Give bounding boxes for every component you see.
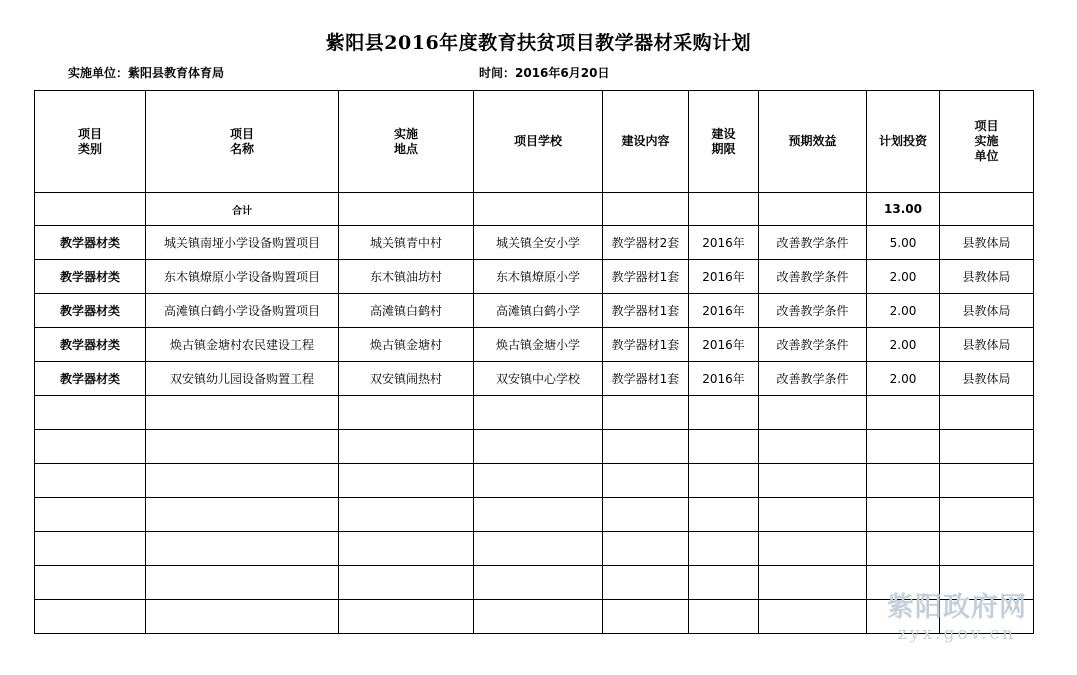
column-header-text: 预期效益 — [788, 134, 837, 148]
implementing-unit: 实施单位：紫阳县教育体育局 — [68, 66, 225, 80]
empty-cell — [689, 600, 759, 634]
table-cell: 城关镇南垭小学设备购置项目 — [146, 226, 339, 260]
table-cell: 东木镇油坊村 — [339, 260, 474, 294]
empty-cell — [339, 600, 474, 634]
column-header-text: 计划投资 — [878, 134, 927, 148]
total-cell — [339, 193, 474, 226]
column-header — [339, 91, 474, 193]
empty-row — [35, 430, 1034, 464]
column-header-text: 项目学校 — [513, 134, 562, 148]
total-cell — [474, 193, 603, 226]
column-header — [146, 91, 339, 193]
empty-cell — [474, 464, 603, 498]
empty-cell — [867, 396, 940, 430]
table-cell: 改善教学条件 — [759, 328, 867, 362]
column-header-text: 实施 — [974, 134, 999, 148]
table-cell: 教学器材1套 — [603, 294, 689, 328]
empty-cell — [759, 532, 867, 566]
empty-cell — [146, 600, 339, 634]
empty-cell — [474, 430, 603, 464]
empty-cell — [689, 532, 759, 566]
table-row — [35, 362, 1034, 396]
empty-cell — [339, 498, 474, 532]
empty-cell — [35, 566, 146, 600]
table-cell: 2.00 — [867, 260, 940, 294]
empty-cell — [689, 396, 759, 430]
empty-cell — [474, 600, 603, 634]
empty-cell — [759, 464, 867, 498]
table-cell: 2.00 — [867, 362, 940, 396]
document-date: 时间：2016年6月20日 — [479, 66, 610, 80]
table-cell: 双安镇幼儿园设备购置工程 — [146, 362, 339, 396]
empty-cell — [35, 532, 146, 566]
empty-cell — [759, 498, 867, 532]
column-header — [35, 91, 146, 193]
column-header-text: 项目 — [77, 126, 102, 141]
empty-cell — [146, 566, 339, 600]
document-title: 紫阳县2016年度教育扶贫项目教学器材采购计划 — [325, 32, 752, 54]
column-header-text: 实施 — [393, 126, 418, 141]
header-row — [35, 91, 1034, 193]
table-row — [35, 226, 1034, 260]
column-header-text: 单位 — [974, 149, 999, 163]
table-cell: 教学器材类 — [35, 294, 146, 328]
table-cell: 2016年 — [689, 260, 759, 294]
empty-cell — [146, 430, 339, 464]
column-header-text: 项目 — [229, 126, 254, 141]
empty-cell — [339, 532, 474, 566]
total-row — [35, 193, 1034, 226]
empty-cell — [146, 464, 339, 498]
empty-cell — [474, 498, 603, 532]
empty-cell — [689, 430, 759, 464]
empty-cell — [689, 566, 759, 600]
column-header-text: 类别 — [77, 141, 102, 156]
empty-cell — [339, 430, 474, 464]
empty-cell — [603, 532, 689, 566]
table-cell: 教学器材1套 — [603, 260, 689, 294]
empty-cell — [474, 396, 603, 430]
table-cell: 改善教学条件 — [759, 362, 867, 396]
column-header — [940, 91, 1034, 193]
table-cell: 2016年 — [689, 294, 759, 328]
table-row — [35, 328, 1034, 362]
empty-row — [35, 396, 1034, 430]
table-cell: 教学器材类 — [35, 260, 146, 294]
total-cell — [759, 193, 867, 226]
table-cell: 城关镇全安小学 — [474, 226, 603, 260]
table-cell: 焕古镇金塘小学 — [474, 328, 603, 362]
empty-row — [35, 498, 1034, 532]
column-header — [867, 91, 940, 193]
total-amount: 13.00 — [867, 193, 940, 226]
total-cell — [940, 193, 1034, 226]
empty-cell — [940, 464, 1034, 498]
table-row — [35, 294, 1034, 328]
empty-cell — [35, 464, 146, 498]
table-cell: 教学器材1套 — [603, 328, 689, 362]
table-cell: 高滩镇白鹤小学设备购置项目 — [146, 294, 339, 328]
empty-cell — [146, 498, 339, 532]
table-cell: 2.00 — [867, 294, 940, 328]
column-header — [474, 91, 603, 193]
table-cell: 教学器材类 — [35, 226, 146, 260]
empty-cell — [940, 532, 1034, 566]
empty-cell — [603, 600, 689, 634]
table-cell: 双安镇闹热村 — [339, 362, 474, 396]
empty-cell — [867, 532, 940, 566]
table-row — [35, 260, 1034, 294]
empty-cell — [940, 430, 1034, 464]
empty-cell — [35, 498, 146, 532]
table-cell: 县教体局 — [940, 328, 1034, 362]
empty-cell — [146, 532, 339, 566]
empty-cell — [339, 396, 474, 430]
empty-cell — [603, 464, 689, 498]
column-header — [603, 91, 689, 193]
site-watermark — [877, 592, 1037, 644]
column-header-text: 项目 — [974, 119, 999, 133]
empty-cell — [759, 430, 867, 464]
column-header — [759, 91, 867, 193]
empty-cell — [474, 532, 603, 566]
table-cell: 2016年 — [689, 328, 759, 362]
empty-cell — [867, 498, 940, 532]
empty-cell — [339, 464, 474, 498]
empty-cell — [339, 566, 474, 600]
empty-cell — [759, 600, 867, 634]
empty-cell — [35, 396, 146, 430]
table-cell: 县教体局 — [940, 260, 1034, 294]
table-cell: 2016年 — [689, 362, 759, 396]
empty-row — [35, 532, 1034, 566]
table-cell: 2.00 — [867, 328, 940, 362]
table-cell: 高滩镇白鹤村 — [339, 294, 474, 328]
table-cell: 东木镇燎原小学设备购置项目 — [146, 260, 339, 294]
empty-cell — [603, 430, 689, 464]
empty-cell — [35, 430, 146, 464]
total-cell — [35, 193, 146, 226]
empty-cell — [603, 498, 689, 532]
empty-cell — [603, 566, 689, 600]
table-cell: 改善教学条件 — [759, 226, 867, 260]
column-header-text: 地点 — [393, 141, 418, 156]
empty-cell — [689, 464, 759, 498]
table-cell: 2016年 — [689, 226, 759, 260]
column-header-text: 建设 — [711, 126, 736, 141]
table-cell: 教学器材2套 — [603, 226, 689, 260]
empty-cell — [940, 498, 1034, 532]
empty-row — [35, 464, 1034, 498]
empty-cell — [689, 498, 759, 532]
empty-cell — [940, 396, 1034, 430]
column-header — [689, 91, 759, 193]
empty-cell — [867, 430, 940, 464]
table-cell: 5.00 — [867, 226, 940, 260]
empty-cell — [146, 396, 339, 430]
table-cell: 焕古镇金塘村农民建设工程 — [146, 328, 339, 362]
column-header-text: 名称 — [229, 141, 254, 156]
total-cell — [689, 193, 759, 226]
table-cell: 教学器材1套 — [603, 362, 689, 396]
table-cell: 县教体局 — [940, 226, 1034, 260]
procurement-table — [34, 90, 1034, 634]
watermark-name: 紫阳政府网 — [887, 592, 1027, 623]
table-cell: 东木镇燎原小学 — [474, 260, 603, 294]
column-header-text: 期限 — [711, 141, 736, 156]
empty-cell — [867, 464, 940, 498]
watermark-domain: zyx.gov.cn — [897, 624, 1017, 644]
empty-cell — [474, 566, 603, 600]
table-cell: 焕古镇金塘村 — [339, 328, 474, 362]
table-cell: 县教体局 — [940, 294, 1034, 328]
table-cell: 城关镇青中村 — [339, 226, 474, 260]
empty-cell — [759, 396, 867, 430]
total-label: 合计 — [146, 193, 339, 226]
table-cell: 县教体局 — [940, 362, 1034, 396]
empty-cell — [603, 396, 689, 430]
table-cell: 教学器材类 — [35, 362, 146, 396]
total-cell — [603, 193, 689, 226]
empty-cell — [35, 600, 146, 634]
table-cell: 双安镇中心学校 — [474, 362, 603, 396]
empty-cell — [759, 566, 867, 600]
table-cell: 高滩镇白鹤小学 — [474, 294, 603, 328]
table-cell: 教学器材类 — [35, 328, 146, 362]
column-header-text: 建设内容 — [621, 134, 670, 148]
table-cell: 改善教学条件 — [759, 260, 867, 294]
table-cell: 改善教学条件 — [759, 294, 867, 328]
